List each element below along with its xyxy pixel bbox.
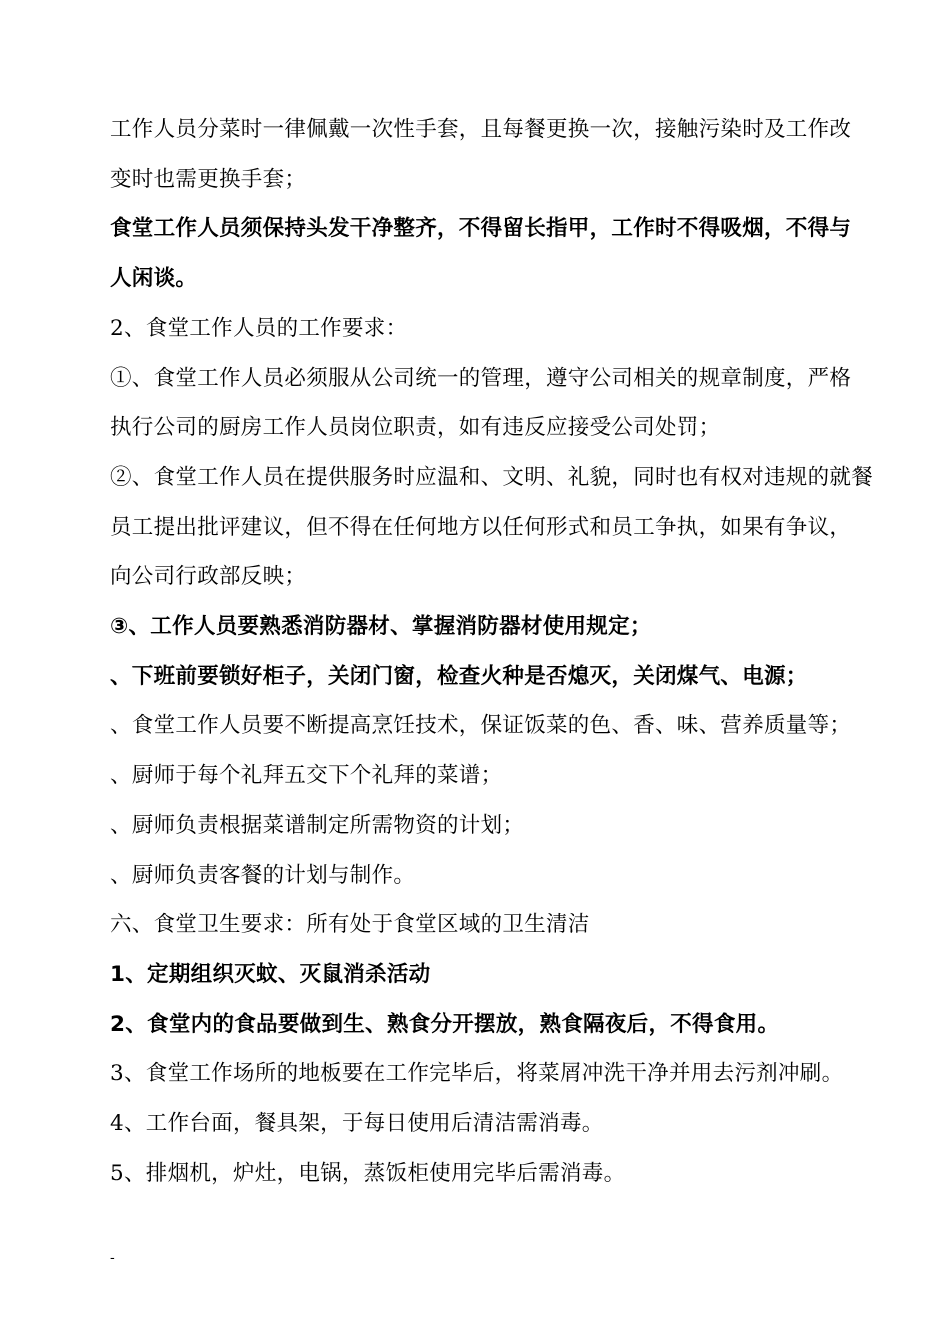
text-line: 、厨师于每个礼拜五交下个礼拜的菜谱； <box>110 763 503 789</box>
page-footer: - <box>110 1250 115 1266</box>
text-line: 、厨师负责根据菜谱制定所需物资的计划； <box>110 812 525 838</box>
text-line: 食堂工作人员须保持头发干净整齐，不得留长指甲，工作时不得吸烟，不得与 <box>110 216 852 242</box>
text-line: 六、食堂卫生要求：所有处于食堂区域的卫生清洁 <box>110 912 590 938</box>
text-line: 、厨师负责客餐的计划与制作。 <box>110 862 416 888</box>
text-line: 4、工作台面，餐具架，于每日使用后清洁需消毒。 <box>110 1111 604 1136</box>
text-line: 执行公司的厨房工作人员岗位职责，如有违反应接受公司处罚； <box>110 415 721 441</box>
text-line: 、下班前要锁好柜子，关闭门窗，检查火种是否熄灭，关闭煤气、电源； <box>110 663 808 689</box>
text-line: 2、食堂内的食品要做到生、熟食分开摆放，熟食隔夜后，不得食用。 <box>110 1011 780 1037</box>
text-line: 员工提出批评建议，但不得在任何地方以任何形式和员工争执，如果有争议， <box>110 514 852 540</box>
text-line: 、食堂工作人员要不断提高烹饪技术，保证饭菜的色、香、味、营养质量等； <box>110 713 852 739</box>
text-line: 变时也需更换手套； <box>110 166 307 192</box>
text-line: 工作人员分菜时一律佩戴一次性手套，且每餐更换一次，接触污染时及工作改 <box>110 117 852 142</box>
text-line: ③、工作人员要熟悉消防器材、掌握消防器材使用规定； <box>110 614 652 639</box>
text-line: 人闲谈。 <box>110 266 198 292</box>
text-line: 向公司行政部反映； <box>110 564 307 590</box>
text-line: 1、定期组织灭蚊、灭鼠消杀活动 <box>110 961 431 987</box>
text-line: 2、食堂工作人员的工作要求： <box>110 315 408 341</box>
text-line: 3、食堂工作场所的地板要在工作完毕后，将菜屑冲洗干净并用去污剂冲刷。 <box>110 1061 844 1087</box>
text-line: ①、食堂工作人员必须服从公司统一的管理，遵守公司相关的规章制度，严格 <box>110 365 852 391</box>
text-line: ②、食堂工作人员在提供服务时应温和、文明、礼貌，同时也有权对违规的就餐 <box>110 464 874 490</box>
text-line: 5、排烟机，炉灶，电锅，蒸饭柜使用完毕后需消毒。 <box>110 1160 626 1186</box>
